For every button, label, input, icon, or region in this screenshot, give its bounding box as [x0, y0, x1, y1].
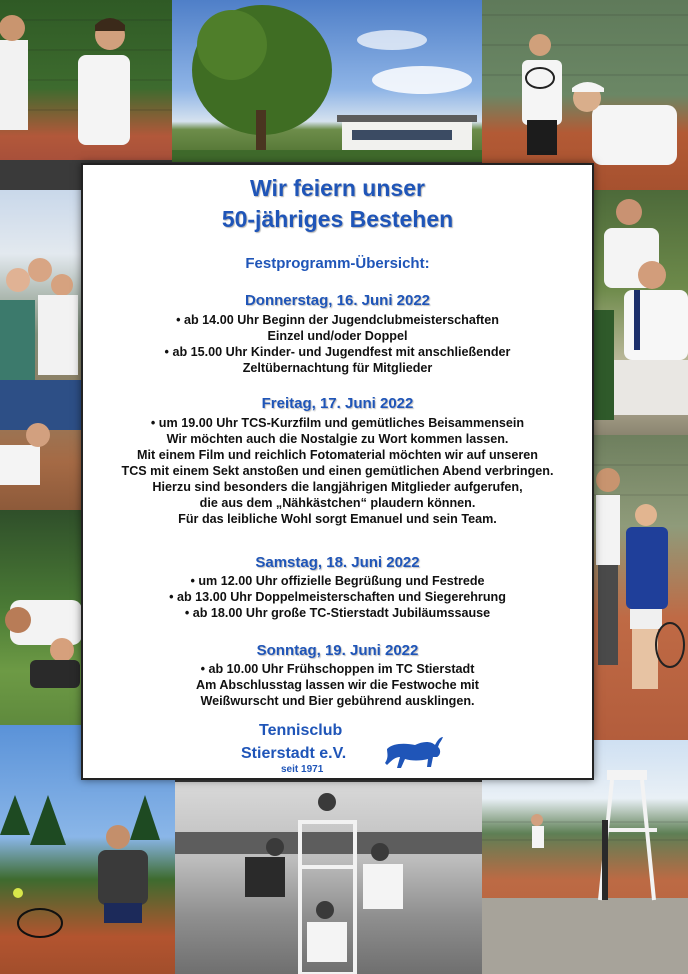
program-line: Mit einem Film und reichlich Fotomaterial möchten wir auf unseren [137, 448, 538, 462]
club-name-line-1: Tennisclub [259, 722, 343, 739]
photo-girl-on-grass [0, 510, 82, 725]
day-title-thursday: Donnerstag, 16. Juni 2022 [244, 292, 431, 309]
day-title-saturday: Samstag, 18. Juni 2022 [255, 554, 420, 571]
club-since: seit 1971 [281, 764, 324, 775]
photo-team-black-white [175, 782, 482, 974]
day-title-friday: Freitag, 17. Juni 2022 [261, 395, 414, 412]
program-line: die aus dem „Nähkästchen“ plaudern können. [199, 496, 476, 510]
program-line: • ab 10.00 Uhr Frühschoppen im TC Stierstadt [200, 662, 475, 676]
photo-juniors-group [0, 190, 82, 510]
program-line: Zeltübernachtung für Mitglieder [242, 361, 433, 375]
program-line: Für das leibliche Wohl sorgt Emanuel und sein Team. [178, 512, 497, 526]
photo-handshake-juniors [0, 0, 172, 160]
program-line: TCS mit einem Sekt anstoßen und einen gemütlichen Abend verbringen. [121, 464, 554, 478]
program-card [81, 163, 594, 780]
club-name-line-2: Stierstadt e.V. [241, 745, 347, 762]
program-line: Wir möchten auch die Nostalgie zu Wort kommen lassen. [166, 432, 509, 446]
program-line: • ab 18.00 Uhr große TC-Stierstadt Jubiläumssause [184, 606, 491, 620]
program-line: Weißwurscht und Bier gebührend ausklingen. [200, 694, 475, 708]
program-line: • um 12.00 Uhr offizielle Begrüßung und Festrede [190, 574, 485, 588]
program-line: Einzel und/oder Doppel [267, 329, 408, 343]
photo-child-with-racket [594, 435, 688, 740]
day-title-sunday: Sonntag, 19. Juni 2022 [256, 642, 419, 659]
photo-doubles-players [482, 0, 688, 190]
program-line: • ab 15.00 Uhr Kinder- und Jugendfest mit anschließender [164, 345, 511, 359]
program-line: Hierzu sind besonders die langjährigen Mitglieder aufgerufen, [152, 480, 523, 494]
program-line: • ab 14.00 Uhr Beginn der Jugendclubmeisterschaften [176, 313, 499, 327]
program-line: • um 19.00 Uhr TCS-Kurzfilm und gemütliches Beisammensein [150, 416, 525, 430]
heading-line-2: 50-jähriges Bestehen [221, 206, 454, 232]
overview-title: Festprogramm-Übersicht: [245, 255, 430, 272]
bull-icon [383, 735, 445, 771]
photo-men-sitting [594, 190, 688, 435]
photo-clubhouse [172, 0, 482, 162]
heading-line-1: Wir feiern unser [250, 175, 425, 201]
program-line: • ab 13.00 Uhr Doppelmeisterschaften und Siegerehrung [169, 590, 506, 604]
program-line: Am Abschlusstag lassen wir die Festwoche mit [196, 678, 479, 692]
